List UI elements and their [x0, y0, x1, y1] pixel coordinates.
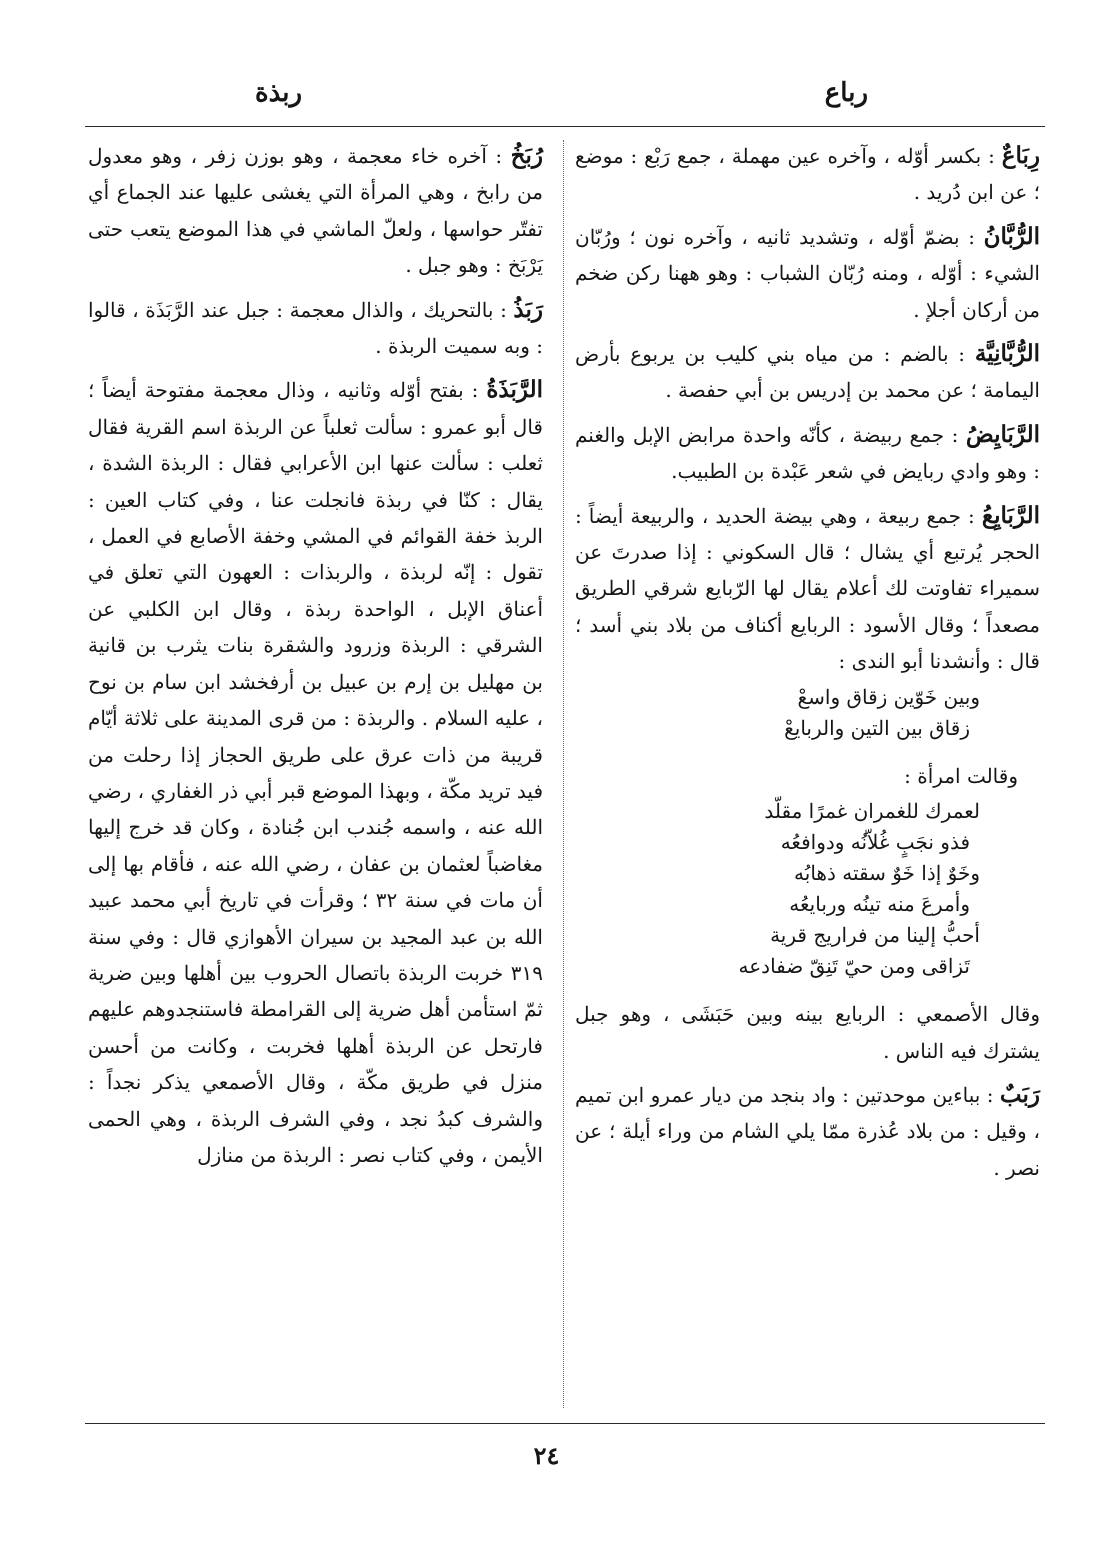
entry-text: : بالتحريك ، والذال معجمة : جبل عند الرَّبَذَة ، قالوا : وبه سميت الربذة . [88, 297, 543, 359]
verse-line: زقاق بين التين والربايعْ [784, 715, 970, 740]
headword: الرَّبَايِعُ [981, 501, 1040, 529]
entry-alrabayid [575, 417, 1040, 490]
verse-line: أحبُّ إلينا من فراريج قرية [770, 923, 980, 948]
entry-text: وقالت امرأة : [904, 763, 1018, 788]
entry-rubakh [88, 138, 543, 284]
column-divider [563, 140, 564, 1408]
headword: رُبَخُ [510, 142, 543, 169]
running-head-left: ربذة [255, 78, 303, 108]
verse-line: لعمرك للغمران غمرًا مقلّد [764, 799, 980, 824]
running-head-right: رباع [824, 78, 868, 108]
footer-rule [85, 1423, 1045, 1424]
entry-text: : بكسر أوّله ، وآخره عين مهملة ، جمع رَبْع : موضع ؛ عن ابن دُريد . [575, 144, 1040, 205]
right-column [575, 138, 1040, 1194]
entry-text: : آخره خاء معجمة ، وهو بوزن زفر ، وهو معدول من رابخ ، وهي المرأة التي يغشى عليها عند الجماع أي تفتّر حواسها ، ولعلّ الماشي في هذا الموضع يتعب حتى يَرْبَخ : وهو جبل . [88, 144, 543, 278]
entry-alrubban [575, 219, 1040, 328]
verse-line: وخَوٌ إذا خَوٌ سقته ذهابُه [794, 861, 980, 886]
verse-line: فذو نجَبٍ غُلاّنُه ودوافعُه [780, 830, 970, 855]
headword: الرَّبَذَةُ [486, 376, 543, 404]
entry-text: وقال الأصمعي : الربايع بينه وبين حَبَشَى ، وهو جبل يشترك فيه الناس . [575, 1002, 1040, 1063]
verse-block [575, 682, 1040, 744]
entry-text: : بباءين موحدتين : واد بنجد من ديار عمرو ابن تميم ، وقيل : من بلاد عُذرة ممّا يلي الشام من وراء أيلة ؛ عن نصر . [575, 1082, 1040, 1180]
headword: رَبَذُ [513, 295, 543, 323]
entry-text: : جمع ربيعة ، وهي بيضة الحديد ، والربيعة أيضاً : الحجر يُرتبع أي يشال ؛ قال السكوني : إذا صدرتَ عن سميراء تفاوتت لك أعلام يقال لها الرّبايع شرقي الطريق مصعداً ؛ وقال الأسود : الربايع أكناف من بلاد بني أسد ؛ قال : وأنشدنا أبو الندى : [575, 503, 1040, 674]
headword: رِبَاعٌ [1001, 142, 1040, 169]
entry-alrubbaniyya [575, 336, 1040, 409]
entry-rabab [575, 1077, 1040, 1186]
headword: الرَّبَايِضُ [965, 420, 1040, 448]
verse-block [575, 796, 1040, 982]
entry-rabadh [88, 292, 543, 365]
entry-text: : بضمّ أوّله ، وتشديد ثانيه ، وآخره نون ؛ ورُبّان الشيء : أوّله ، ومنه رُبّان الشباب : وهو ههنا ركن ضخم من أركان أجلإ . [575, 224, 1040, 322]
verse-line: تَزاقى ومن حيّ تَنِقّ ضفادعه [738, 954, 970, 979]
left-column [88, 138, 543, 1181]
entry-text: : بفتح أوّله وثانيه ، وذال معجمة مفتوحة أيضاً ؛ قال أبو عمرو : سألت ثعلباً عن الربذة اسم القرية فقال ثعلب : سألت عنها ابن الأعرابي فقال : الربذة الشدة ، يقال : كنّا في ربذة فانجلت عنا ، وفي كتاب العين : الربذ خفة القوائم في المشي وخفة الأصابع في العمل ، تقول : إنّه لربذة ، والربذات : العهون التي تعلق في أعناق الإبل ، الواحدة ربذة ، وقال ابن الكلبي عن الشرقي : الربذة وزرود والشقرة بنات يثرب بن قانية بن مهليل بن إرم بن عبيل بن أرفخشد ابن سام بن نوح ، عليه السلام . والربذة : من قرى المدينة على ثلاثة أيّام قريبة من ذات عرق على طريق الحجاز إذا رحلت من فيد تريد مكّة ، وبهذا الموضع قبر أبي ذر الغفاري ، رضي الله عنه ، واسمه جُندب ابن جُنادة ، وكان قد خرج إليها مغاضباً لعثمان بن عفان ، رضي الله عنه ، فأقام بها إلى أن مات في سنة ٣٢ ؛ وقرأت في تاريخ أبي محمد عبيد الله بن عبد المجيد بن سيران الأهوازي قال : وفي سنة ٣١٩ خربت الربذة باتصال الحروب بين أهلها وبين ضرية ثمّ استأمن أهل ضرية إلى القرامطة فاستنجدوهم عليهم فارتحل عن الربذة أهلها فخربت ، وكانت من أحسن منزل في طريق مكّة ، وقال الأصمعي يذكر نجداً : والشرف كبدُ نجد ، وفي الشرف الربذة ، وهي الحمى الأيمن ، وفي كتاب نصر : الربذة من منازل [88, 378, 543, 1167]
headword: رَبَبٌ [999, 1080, 1040, 1108]
verse-line: وأمرعَ منه تينُه وربايعُه [789, 892, 970, 917]
entry-alrabayi [575, 498, 1040, 1069]
entry-text: : جمع ربيضة ، كأنّه واحدة مرابض الإبل والغنم : وهو وادي ربايض في شعر عَبْدة بن الطبيب. [575, 422, 1040, 484]
entry-alrabadha [88, 372, 543, 1173]
verse-line: وبين خَوّين زقاق واسعْ [797, 684, 980, 709]
header-rule [85, 126, 1045, 127]
headword: الرُّبَّانِيَّة [974, 340, 1040, 368]
entry-text: : بالضم : من مياه بني كليب بن يربوع بأرض اليمامة ؛ عن محمد بن إدريس بن أبي حفصة . [575, 342, 1040, 403]
entry-ribaa [575, 138, 1040, 211]
headword: الرُّبَّانُ [983, 222, 1040, 250]
page-number: ٢٤ [533, 1441, 560, 1470]
